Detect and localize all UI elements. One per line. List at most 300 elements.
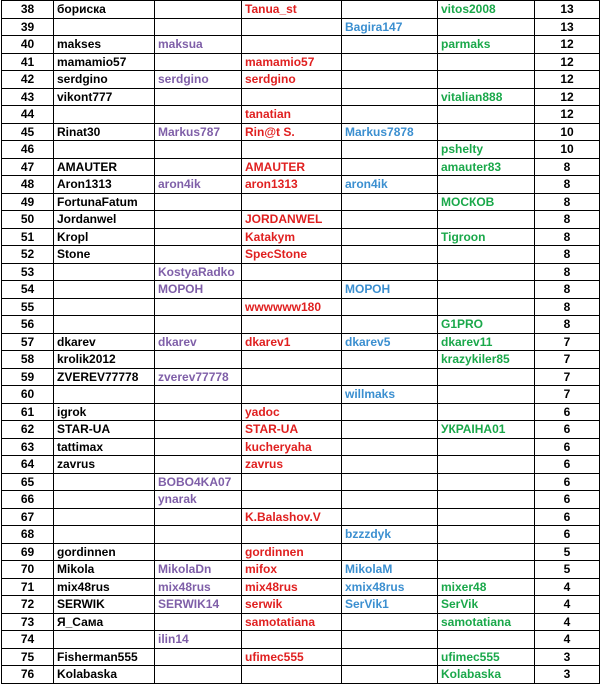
- table-row: [2, 246, 600, 264]
- rank-cell: 60: [2, 386, 54, 404]
- rank-cell: 48: [2, 176, 54, 194]
- score-cell: 8: [535, 263, 600, 281]
- table-row: [2, 508, 600, 526]
- rank-cell: 68: [2, 526, 54, 544]
- score-cell: 8: [535, 176, 600, 194]
- nick-col1-cell: FortunaFatum: [54, 193, 155, 211]
- rank-cell: 70: [2, 561, 54, 579]
- nick-col5-cell: [438, 281, 535, 299]
- nick-col4-cell: [342, 1, 438, 19]
- nick-col4-cell: [342, 648, 438, 666]
- table-row: [2, 176, 600, 194]
- nick-col2-cell: [155, 228, 242, 246]
- nick-col5-cell: [438, 456, 535, 474]
- nick-col5-cell: SerVik: [438, 596, 535, 614]
- nick-col4-cell: SerVik1: [342, 596, 438, 614]
- rank-cell: 56: [2, 316, 54, 334]
- score-cell: 5: [535, 561, 600, 579]
- nick-col2-cell: [155, 211, 242, 229]
- nick-col4-cell: [342, 246, 438, 264]
- nick-col3-cell: [242, 316, 342, 334]
- nick-col1-cell: gordinnen: [54, 543, 155, 561]
- nick-col4-cell: [342, 456, 438, 474]
- nick-col5-cell: [438, 211, 535, 229]
- nick-col4-cell: [342, 141, 438, 159]
- nick-col1-cell: Kropl: [54, 228, 155, 246]
- table-row: [2, 403, 600, 421]
- rank-cell: 41: [2, 53, 54, 71]
- table-row: [2, 666, 600, 684]
- nick-col5-cell: [438, 508, 535, 526]
- nick-col3-cell: mamamio57: [242, 53, 342, 71]
- nick-col3-cell: [242, 631, 342, 649]
- nick-col3-cell: Katakym: [242, 228, 342, 246]
- nick-col1-cell: igrok: [54, 403, 155, 421]
- score-cell: 8: [535, 298, 600, 316]
- nick-col2-cell: zverev77778: [155, 368, 242, 386]
- nick-col2-cell: ynarak: [155, 491, 242, 509]
- score-cell: 6: [535, 421, 600, 439]
- nick-col1-cell: makses: [54, 36, 155, 54]
- table-row: [2, 123, 600, 141]
- nick-col5-cell: [438, 71, 535, 89]
- nick-col5-cell: ufimec555: [438, 648, 535, 666]
- nick-col2-cell: MikolaDn: [155, 561, 242, 579]
- nick-col3-cell: JORDANWEL: [242, 211, 342, 229]
- nick-col3-cell: STAR-UA: [242, 421, 342, 439]
- score-cell: 8: [535, 158, 600, 176]
- nick-col3-cell: Rin@t S.: [242, 123, 342, 141]
- nick-col3-cell: [242, 491, 342, 509]
- nick-col3-cell: AMAUTER: [242, 158, 342, 176]
- nick-col4-cell: [342, 193, 438, 211]
- score-cell: 4: [535, 578, 600, 596]
- nick-col3-cell: [242, 88, 342, 106]
- nick-col2-cell: [155, 613, 242, 631]
- nick-col5-cell: [438, 561, 535, 579]
- nick-col1-cell: [54, 298, 155, 316]
- table-row: [2, 543, 600, 561]
- nick-col2-cell: ilin14: [155, 631, 242, 649]
- nick-col2-cell: [155, 18, 242, 36]
- score-cell: 10: [535, 141, 600, 159]
- nick-col1-cell: Fisherman555: [54, 648, 155, 666]
- rank-cell: 54: [2, 281, 54, 299]
- rank-cell: 72: [2, 596, 54, 614]
- nick-col3-cell: wwwwww180: [242, 298, 342, 316]
- table-row: [2, 613, 600, 631]
- nick-col2-cell: [155, 543, 242, 561]
- nick-col1-cell: Mikola: [54, 561, 155, 579]
- nick-col3-cell: [242, 281, 342, 299]
- score-cell: 5: [535, 543, 600, 561]
- nick-col1-cell: Kolabaska: [54, 666, 155, 684]
- nick-col3-cell: serwik: [242, 596, 342, 614]
- nick-col5-cell: amauter83: [438, 158, 535, 176]
- nick-col3-cell: [242, 141, 342, 159]
- nick-col5-cell: [438, 18, 535, 36]
- nick-col3-cell: [242, 666, 342, 684]
- nick-col5-cell: Kolabaska: [438, 666, 535, 684]
- nick-col3-cell: Tanua_st: [242, 1, 342, 19]
- score-cell: 12: [535, 36, 600, 54]
- table-row: [2, 648, 600, 666]
- nick-col2-cell: KostyaRadko: [155, 263, 242, 281]
- nick-col3-cell: yadoc: [242, 403, 342, 421]
- nick-col4-cell: [342, 508, 438, 526]
- table-row: [2, 106, 600, 124]
- nick-col4-cell: aron4ik: [342, 176, 438, 194]
- nick-col2-cell: [155, 648, 242, 666]
- nick-col4-cell: МОРОН: [342, 281, 438, 299]
- nick-col1-cell: zavrus: [54, 456, 155, 474]
- table-row: [2, 456, 600, 474]
- nick-col5-cell: Tigroon: [438, 228, 535, 246]
- score-cell: 7: [535, 386, 600, 404]
- score-cell: 4: [535, 631, 600, 649]
- nick-col3-cell: tanatian: [242, 106, 342, 124]
- nick-col3-cell: [242, 36, 342, 54]
- nick-col4-cell: [342, 613, 438, 631]
- score-cell: 8: [535, 246, 600, 264]
- table-row: [2, 281, 600, 299]
- table-row: [2, 596, 600, 614]
- nick-col4-cell: [342, 543, 438, 561]
- table-row: [2, 333, 600, 351]
- rank-cell: 73: [2, 613, 54, 631]
- rank-cell: 44: [2, 106, 54, 124]
- nick-col2-cell: [155, 456, 242, 474]
- score-cell: 6: [535, 473, 600, 491]
- rank-cell: 71: [2, 578, 54, 596]
- nick-col4-cell: [342, 403, 438, 421]
- ranking-table-body: [2, 1, 600, 684]
- nick-col5-cell: [438, 631, 535, 649]
- score-cell: 8: [535, 228, 600, 246]
- nick-col3-cell: dkarev1: [242, 333, 342, 351]
- nick-col5-cell: dkarev11: [438, 333, 535, 351]
- nick-col3-cell: aron1313: [242, 176, 342, 194]
- nick-col4-cell: willmaks: [342, 386, 438, 404]
- table-row: [2, 1, 600, 19]
- nick-col5-cell: МОСКОВ: [438, 193, 535, 211]
- nick-col4-cell: [342, 368, 438, 386]
- rank-cell: 40: [2, 36, 54, 54]
- nick-col1-cell: [54, 106, 155, 124]
- score-cell: 13: [535, 1, 600, 19]
- nick-col3-cell: mifox: [242, 561, 342, 579]
- nick-col1-cell: mix48rus: [54, 578, 155, 596]
- nick-col4-cell: Markus7878: [342, 123, 438, 141]
- table-row: [2, 263, 600, 281]
- nick-col5-cell: [438, 53, 535, 71]
- table-row: [2, 421, 600, 439]
- rank-cell: 51: [2, 228, 54, 246]
- table-row: [2, 526, 600, 544]
- nick-col2-cell: [155, 351, 242, 369]
- nick-col4-cell: Bagira147: [342, 18, 438, 36]
- nick-col5-cell: [438, 386, 535, 404]
- score-cell: 6: [535, 508, 600, 526]
- rank-cell: 69: [2, 543, 54, 561]
- rank-cell: 50: [2, 211, 54, 229]
- nick-col2-cell: [155, 403, 242, 421]
- nick-col4-cell: [342, 71, 438, 89]
- rank-cell: 75: [2, 648, 54, 666]
- nick-col4-cell: xmix48rus: [342, 578, 438, 596]
- table-row: [2, 193, 600, 211]
- score-cell: 8: [535, 211, 600, 229]
- table-row: [2, 228, 600, 246]
- nick-col1-cell: бориска: [54, 1, 155, 19]
- nick-col2-cell: Markus787: [155, 123, 242, 141]
- nick-col5-cell: vitos2008: [438, 1, 535, 19]
- rank-cell: 38: [2, 1, 54, 19]
- nick-col2-cell: МОРОН: [155, 281, 242, 299]
- rank-cell: 76: [2, 666, 54, 684]
- nick-col3-cell: K.Balashov.V: [242, 508, 342, 526]
- nick-col4-cell: MikolaM: [342, 561, 438, 579]
- nick-col5-cell: [438, 438, 535, 456]
- nick-col2-cell: SERWIK14: [155, 596, 242, 614]
- nick-col2-cell: BOBO4KA07: [155, 473, 242, 491]
- nick-col5-cell: [438, 176, 535, 194]
- nick-col4-cell: [342, 53, 438, 71]
- nick-col1-cell: [54, 508, 155, 526]
- score-cell: 8: [535, 193, 600, 211]
- rank-cell: 74: [2, 631, 54, 649]
- score-cell: 12: [535, 106, 600, 124]
- nick-col4-cell: [342, 631, 438, 649]
- nick-col1-cell: Aron1313: [54, 176, 155, 194]
- nick-col2-cell: maksua: [155, 36, 242, 54]
- nick-col5-cell: [438, 526, 535, 544]
- nick-col2-cell: [155, 421, 242, 439]
- score-cell: 7: [535, 333, 600, 351]
- rank-cell: 43: [2, 88, 54, 106]
- nick-col4-cell: [342, 88, 438, 106]
- rank-cell: 65: [2, 473, 54, 491]
- nick-col4-cell: [342, 106, 438, 124]
- score-cell: 6: [535, 491, 600, 509]
- nick-col1-cell: AMAUTER: [54, 158, 155, 176]
- score-cell: 4: [535, 613, 600, 631]
- nick-col1-cell: [54, 281, 155, 299]
- nick-col5-cell: [438, 368, 535, 386]
- ranking-table: [1, 0, 600, 684]
- nick-col2-cell: aron4ik: [155, 176, 242, 194]
- nick-col5-cell: parmaks: [438, 36, 535, 54]
- nick-col4-cell: [342, 298, 438, 316]
- nick-col3-cell: [242, 473, 342, 491]
- nick-col5-cell: krazykiler85: [438, 351, 535, 369]
- nick-col1-cell: [54, 631, 155, 649]
- rank-cell: 58: [2, 351, 54, 369]
- nick-col5-cell: [438, 491, 535, 509]
- nick-col2-cell: [155, 438, 242, 456]
- nick-col3-cell: [242, 351, 342, 369]
- nick-col2-cell: [155, 316, 242, 334]
- nick-col3-cell: serdgino: [242, 71, 342, 89]
- nick-col2-cell: [155, 508, 242, 526]
- nick-col2-cell: [155, 106, 242, 124]
- nick-col2-cell: mix48rus: [155, 578, 242, 596]
- nick-col5-cell: УКРАIНА01: [438, 421, 535, 439]
- nick-col3-cell: [242, 193, 342, 211]
- nick-col5-cell: [438, 473, 535, 491]
- nick-col5-cell: [438, 106, 535, 124]
- nick-col1-cell: [54, 473, 155, 491]
- rank-cell: 47: [2, 158, 54, 176]
- nick-col1-cell: [54, 526, 155, 544]
- nick-col1-cell: [54, 18, 155, 36]
- table-row: [2, 71, 600, 89]
- score-cell: 7: [535, 368, 600, 386]
- nick-col4-cell: [342, 228, 438, 246]
- nick-col1-cell: [54, 316, 155, 334]
- nick-col1-cell: Stone: [54, 246, 155, 264]
- table-row: [2, 88, 600, 106]
- score-cell: 13: [535, 18, 600, 36]
- score-cell: 4: [535, 596, 600, 614]
- nick-col4-cell: [342, 351, 438, 369]
- nick-col4-cell: [342, 421, 438, 439]
- nick-col3-cell: [242, 263, 342, 281]
- rank-cell: 66: [2, 491, 54, 509]
- score-cell: 6: [535, 438, 600, 456]
- nick-col1-cell: Я_Сама: [54, 613, 155, 631]
- nick-col4-cell: [342, 263, 438, 281]
- nick-col1-cell: STAR-UA: [54, 421, 155, 439]
- score-cell: 12: [535, 53, 600, 71]
- nick-col2-cell: [155, 246, 242, 264]
- nick-col5-cell: [438, 263, 535, 281]
- table-row: [2, 158, 600, 176]
- nick-col3-cell: zavrus: [242, 456, 342, 474]
- nick-col4-cell: bzzzdyk: [342, 526, 438, 544]
- nick-col4-cell: dkarev5: [342, 333, 438, 351]
- nick-col5-cell: [438, 543, 535, 561]
- nick-col4-cell: [342, 316, 438, 334]
- nick-col2-cell: [155, 53, 242, 71]
- score-cell: 6: [535, 456, 600, 474]
- nick-col1-cell: vikont777: [54, 88, 155, 106]
- nick-col1-cell: serdgino: [54, 71, 155, 89]
- nick-col1-cell: tattimax: [54, 438, 155, 456]
- nick-col5-cell: mixer48: [438, 578, 535, 596]
- nick-col3-cell: [242, 18, 342, 36]
- nick-col2-cell: [155, 158, 242, 176]
- nick-col2-cell: serdgino: [155, 71, 242, 89]
- rank-cell: 67: [2, 508, 54, 526]
- table-row: [2, 18, 600, 36]
- nick-col5-cell: [438, 123, 535, 141]
- nick-col3-cell: ufimec555: [242, 648, 342, 666]
- nick-col2-cell: [155, 666, 242, 684]
- nick-col3-cell: samotatiana: [242, 613, 342, 631]
- rank-cell: 59: [2, 368, 54, 386]
- nick-col5-cell: samotatiana: [438, 613, 535, 631]
- nick-col3-cell: SpecStone: [242, 246, 342, 264]
- nick-col1-cell: [54, 491, 155, 509]
- table-row: [2, 316, 600, 334]
- rank-cell: 46: [2, 141, 54, 159]
- rank-cell: 62: [2, 421, 54, 439]
- table-row: [2, 386, 600, 404]
- score-cell: 7: [535, 351, 600, 369]
- nick-col2-cell: [155, 88, 242, 106]
- nick-col1-cell: [54, 141, 155, 159]
- table-row: [2, 141, 600, 159]
- nick-col3-cell: [242, 526, 342, 544]
- nick-col1-cell: mamamio57: [54, 53, 155, 71]
- table-row: [2, 368, 600, 386]
- rank-cell: 61: [2, 403, 54, 421]
- nick-col3-cell: [242, 386, 342, 404]
- rank-cell: 55: [2, 298, 54, 316]
- rank-cell: 63: [2, 438, 54, 456]
- rank-cell: 57: [2, 333, 54, 351]
- nick-col2-cell: [155, 298, 242, 316]
- table-row: [2, 631, 600, 649]
- table-row: [2, 438, 600, 456]
- table-row: [2, 561, 600, 579]
- nick-col1-cell: dkarev: [54, 333, 155, 351]
- nick-col4-cell: [342, 36, 438, 54]
- rank-cell: 42: [2, 71, 54, 89]
- nick-col5-cell: [438, 246, 535, 264]
- nick-col4-cell: [342, 473, 438, 491]
- nick-col3-cell: [242, 368, 342, 386]
- nick-col1-cell: [54, 263, 155, 281]
- nick-col5-cell: [438, 298, 535, 316]
- score-cell: 6: [535, 526, 600, 544]
- nick-col2-cell: dkarev: [155, 333, 242, 351]
- nick-col3-cell: kucheryaha: [242, 438, 342, 456]
- nick-col4-cell: [342, 158, 438, 176]
- score-cell: 8: [535, 281, 600, 299]
- nick-col3-cell: gordinnen: [242, 543, 342, 561]
- nick-col3-cell: mix48rus: [242, 578, 342, 596]
- nick-col2-cell: [155, 526, 242, 544]
- table-row: [2, 36, 600, 54]
- rank-cell: 49: [2, 193, 54, 211]
- score-cell: 10: [535, 123, 600, 141]
- nick-col4-cell: [342, 491, 438, 509]
- score-cell: 12: [535, 88, 600, 106]
- nick-col4-cell: [342, 211, 438, 229]
- nick-col4-cell: [342, 666, 438, 684]
- rank-cell: 39: [2, 18, 54, 36]
- nick-col1-cell: SERWIK: [54, 596, 155, 614]
- table-row: [2, 491, 600, 509]
- score-cell: 3: [535, 666, 600, 684]
- nick-col1-cell: ZVEREV77778: [54, 368, 155, 386]
- nick-col2-cell: [155, 193, 242, 211]
- score-cell: 3: [535, 648, 600, 666]
- table-row: [2, 578, 600, 596]
- nick-col5-cell: G1PRO: [438, 316, 535, 334]
- nick-col1-cell: [54, 386, 155, 404]
- table-row: [2, 298, 600, 316]
- table-row: [2, 53, 600, 71]
- nick-col1-cell: krolik2012: [54, 351, 155, 369]
- nick-col1-cell: Jordanwel: [54, 211, 155, 229]
- table-row: [2, 351, 600, 369]
- nick-col5-cell: [438, 403, 535, 421]
- score-cell: 6: [535, 403, 600, 421]
- nick-col4-cell: [342, 438, 438, 456]
